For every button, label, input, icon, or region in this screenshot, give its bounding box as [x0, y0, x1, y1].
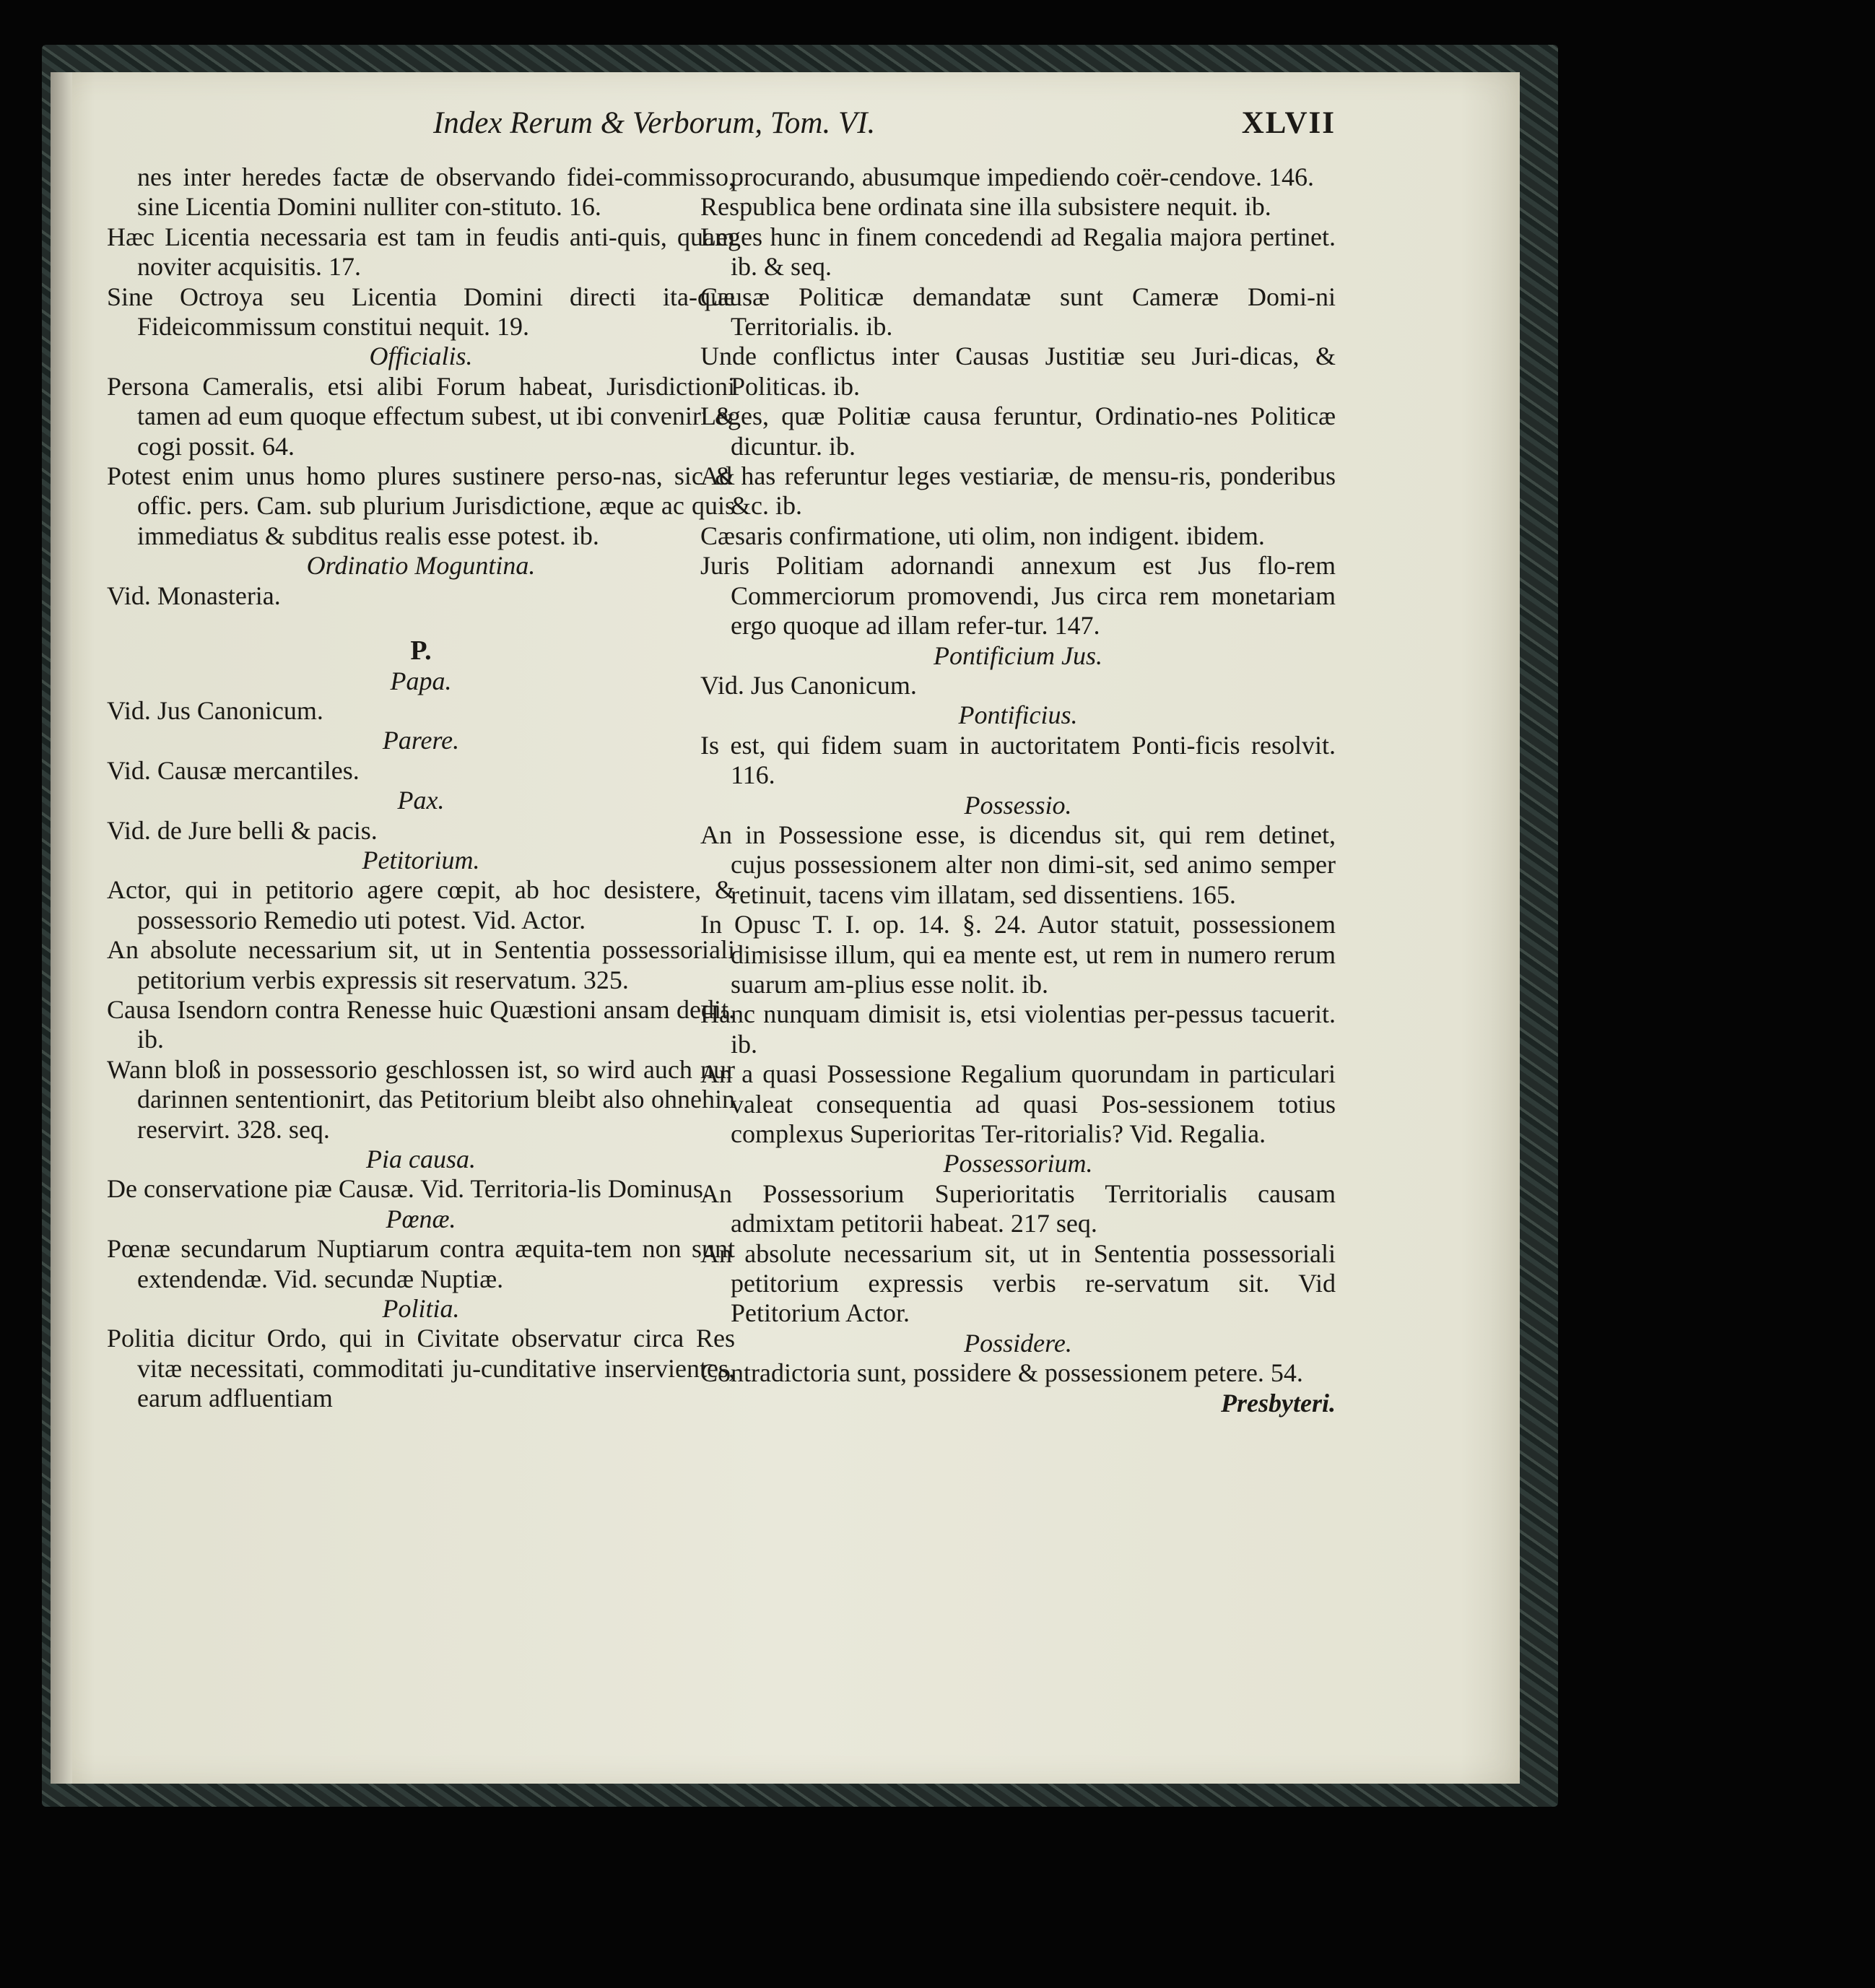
index-heading: Officialis.: [369, 342, 473, 371]
index-heading: Possessorium.: [943, 1149, 1093, 1179]
index-entry: An absolute necessarium sit, ut in Sententia possessoriali petitorium verbis expressis sit reservatum. 325.: [107, 935, 735, 994]
index-heading: Petitorium.: [362, 845, 480, 874]
index-entry: De conservatione piæ Causæ. Vid. Territoria-lis Dominus.: [107, 1174, 710, 1204]
index-entry: Respublica bene ordinata sine illa subsistere nequit. ib.: [700, 192, 1271, 222]
index-entry: Pœnæ secundarum Nuptiarum contra æquita-tem non sunt extendendæ. Vid. secundæ Nuptiæ.: [107, 1234, 735, 1293]
index-entry: An in Possessione esse, is dicendus sit, qui rem detinet, cujus possessionem alter non dimi-sit, sed animo semper retinuit, tacens vim illatam, sed dissentiens. 165.: [700, 820, 1336, 909]
running-header-title: Index Rerum & Verborum, Tom. VI.: [433, 106, 876, 140]
index-heading: Parere.: [382, 726, 460, 755]
index-entry: Politia dicitur Ordo, qui in Civitate observatur circa Res vitæ necessitati, commoditati ju-cunditative inservientes, earum adfluentiam: [107, 1324, 735, 1413]
index-heading: Pontificium Jus.: [934, 641, 1102, 670]
index-heading: Politia.: [382, 1294, 460, 1324]
index-entry-continuation: procurando, abusumque impediendo coër-cendove. 146.: [731, 162, 1315, 191]
index-heading: Pœnæ.: [386, 1204, 456, 1233]
index-entry: Hæc Licentia necessaria est tam in feudis anti-quis, quam noviter acquisitis. 17.: [107, 222, 735, 282]
index-entry: An absolute necessarium sit, ut in Sententia possessoriali petitorium expressis verbis re-servatum sit. Vid Petitorium Actor.: [700, 1238, 1336, 1328]
right-column: [700, 162, 1336, 1418]
section-letter: P.: [410, 635, 432, 667]
index-entry: Sine Octroya seu Licentia Domini directi ita-que Fideicommissum constitui nequit. 19.: [107, 282, 735, 342]
index-heading: Pia causa.: [366, 1145, 476, 1173]
index-entry: Causæ Politicæ demandatæ sunt Cameræ Domi-ni Territorialis. ib.: [700, 282, 1336, 342]
page-gutter: [51, 72, 72, 1784]
index-entry: Vid. Jus Canonicum.: [700, 670, 917, 700]
index-entry: Vid. Monasteria.: [107, 581, 281, 610]
index-entry: Potest enim unus homo plures sustinere perso-nas, sic & offic. pers. Cam. sub plurium Jurisdictione, æque ac quis immediatus & subditus realis esse potest. ib.: [107, 461, 735, 550]
index-entry: Persona Cameralis, etsi alibi Forum habeat, Jurisdictioni tamen ad eum quoque effectum subest, ut ibi conveniri & cogi possit. 64.: [107, 371, 735, 461]
index-entry: Wann bloß in possessorio geschlossen ist, so wird auch nur darinnen sententionirt, das Petitorium bleibt also ohnehin reservirt. 328. seq.: [107, 1054, 735, 1144]
index-entry: Vid. Jus Canonicum.: [107, 695, 323, 725]
index-heading: Pontificius.: [958, 700, 1078, 730]
index-entry: Leges, quæ Politiæ causa feruntur, Ordinatio-nes Politicæ dicuntur. ib.: [700, 401, 1336, 461]
page-number: XLVII: [1241, 106, 1336, 140]
index-heading: Pax.: [397, 786, 445, 815]
index-entry: Leges hunc in finem concedendi ad Regalia majora pertinet. ib. & seq.: [700, 222, 1336, 282]
index-entry: Actor, qui in petitorio agere cœpit, ab hoc desistere, & possessorio Remedio uti potest. Vid. Actor.: [107, 875, 735, 934]
index-entry: Contradictoria sunt, possidere & possessionem petere. 54.: [700, 1358, 1303, 1388]
index-heading: Possessio.: [964, 790, 1072, 820]
index-entry-continuation: nes inter heredes factæ de observando fidei-commisso, sine Licentia Domini nulliter con-stituto. 16.: [137, 162, 735, 222]
index-entry: Vid. Causæ mercantiles.: [107, 755, 360, 785]
left-column: [107, 162, 735, 1414]
index-entry: Hanc nunquam dimisit is, etsi violentias per-pessus tacuerit. ib.: [700, 999, 1336, 1059]
index-entry: Ad has referuntur leges vestiariæ, de mensu-ris, ponderibus &c. ib.: [700, 461, 1336, 521]
catchword: Presbyteri.: [1221, 1388, 1336, 1418]
index-entry: Cæsaris confirmatione, uti olim, non indigent. ibidem.: [700, 521, 1265, 550]
index-heading: Papa.: [390, 666, 452, 695]
index-entry: In Opusc T. I. op. 14. §. 24. Autor statuit, possessionem dimisisse illum, qui ea mente est, ut rem in numero rerum suarum am-plius esse nolit. ib.: [700, 910, 1336, 999]
index-entry: Vid. de Jure belli & pacis.: [107, 815, 378, 845]
index-heading: Ordinatio Moguntina.: [306, 551, 536, 581]
index-entry: An Possessorium Superioritatis Territorialis causam admixtam petitorii habeat. 217 seq.: [700, 1179, 1336, 1238]
index-entry: Is est, qui fidem suam in auctoritatem Ponti-ficis resolvit. 116.: [700, 730, 1336, 790]
index-entry: An a quasi Possessione Regalium quorundam in particulari valeat consequentia ad quasi Pos-sessionem totius complexus Superioritas Ter-ritorialis? Vid. Regalia.: [700, 1059, 1336, 1148]
index-entry: Causa Isendorn contra Renesse huic Quæstioni ansam dedit. ib.: [107, 994, 735, 1054]
index-entry: Unde conflictus inter Causas Justitiæ seu Juri-dicas, & Politicas. ib.: [700, 342, 1336, 401]
index-heading: Possidere.: [964, 1328, 1072, 1358]
index-entry: Juris Politiam adornandi annexum est Jus flo-rem Commerciorum promovendi, Jus circa rem monetariam ergo quoque ad illam refer-tur. 147.: [700, 551, 1336, 641]
